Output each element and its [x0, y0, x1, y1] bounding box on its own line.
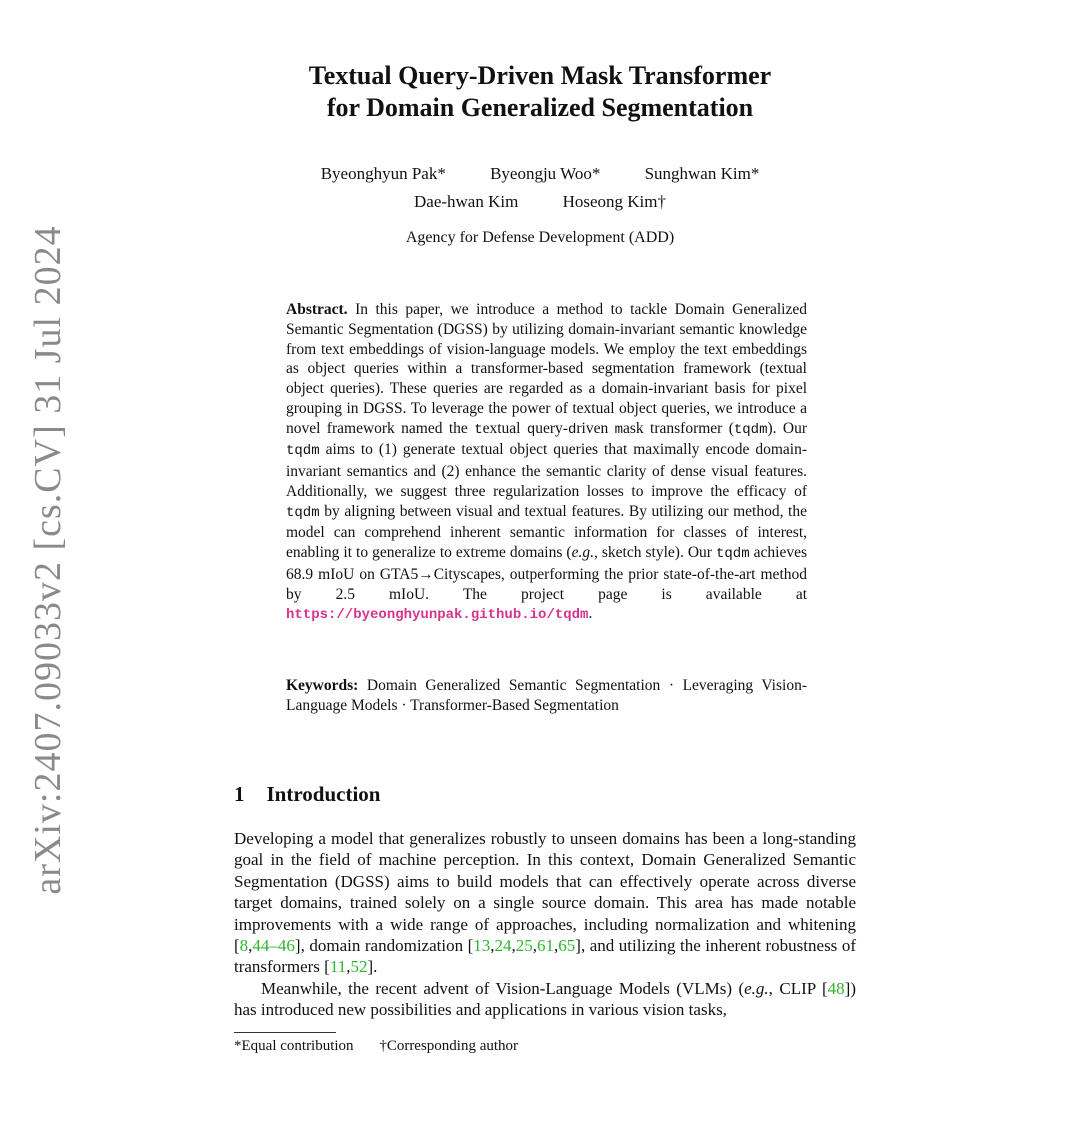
intro-text: ], domain randomization [ [294, 936, 474, 956]
citation-link[interactable]: 8 [239, 936, 249, 956]
citation-separator: , [248, 936, 253, 956]
section-heading [234, 782, 380, 807]
abstract-label: Abstract. [286, 301, 348, 318]
abstract-text-4: by aligning between visual and textual features. By utilizing our method, the model can comprehend inherent semantic information for classes of interest, enabling it to generalize to extreme domains ( [286, 502, 807, 561]
intro-eg: e.g. [744, 978, 769, 998]
tqdm-name: tqdm [286, 443, 320, 460]
intro-paragraph-1: Developing a model that generalizes robustly to unseen domains has been a long-standing goal in the field of machine perception. In this context, Domain Generalized Semantic Segmentation (DGSS) aims to build models that can effectively operate across diverse target domains, trained solely on a single source domain. This area has made notable improvements with a wide range of approaches, including normalization and whitening [8,44–46], domain randomization [13,24,25,61,65], and utilizing the inherent robustness of transformers [11,52]. [234, 829, 856, 977]
citation-link[interactable]: 11 [329, 957, 347, 977]
author-4: Dae-hwan Kim [414, 192, 519, 211]
abstract-eg: e.g. [571, 544, 594, 561]
citation-link[interactable]: 52 [350, 957, 368, 977]
tqdm-name: tqdm [716, 546, 750, 562]
footnote-rule [234, 1032, 336, 1033]
citation-link[interactable]: 61 [537, 936, 555, 956]
citation-link[interactable]: 48 [827, 978, 845, 998]
author-1: Byeonghyun Pak* [320, 164, 446, 183]
intro-text: Meanwhile, the recent advent of Vision-Language Models (VLMs) ( [261, 978, 745, 998]
abstract-text-5: , sketch style). Our [593, 544, 716, 561]
author-2: Byeongju Woo* [490, 164, 601, 183]
intro-paragraph-2 [234, 978, 856, 1021]
tqdm-name: tqdm [286, 504, 320, 521]
abstract-end: . [588, 605, 593, 623]
introduction-body [234, 828, 856, 1021]
abstract-name-t: t [474, 421, 483, 438]
abstract-text-3: aims to (1) generate textual object queries that maximally encode domain-invariant semantics and (2) enhance the semantic clarity of dense visual features. Additionally, we suggest three regularization losses to improve the efficacy of [286, 441, 807, 500]
keywords [286, 676, 807, 716]
title-line-1: Textual Query-Driven Mask Transformer [308, 61, 772, 90]
abstract-text-1: In this paper, we introduce a method to tackle Domain Generalized Semantic Segmentation (DGSS) by utilizing domain-invariant semantic knowledge from text embeddings of vision-language models. We employ the text embeddings as object queries within a transformer-based segmentation framework (textual object queries). These queries are regarded as a domain-invariant basis for pixel grouping in DGSS. To leverage the power of textual object queries, we introduce a novel framework named the [286, 301, 807, 437]
author-list [0, 160, 1080, 216]
author-3: Sunghwan Kim* [644, 164, 760, 183]
citation-link[interactable]: 24 [494, 936, 512, 956]
footnote-equal-contribution: *Equal contribution [234, 1038, 354, 1054]
abstract-name-uery: uery- [535, 419, 568, 437]
citation-link[interactable]: 44–46 [252, 936, 295, 956]
intro-text: ]. [367, 957, 378, 977]
abstract-name-ask: ask transformer ( [623, 419, 734, 437]
keywords-label: Keywords: [286, 677, 359, 694]
abstract-name-d: d [567, 421, 577, 438]
author-5: Hoseong Kim† [562, 192, 666, 211]
citation-link[interactable]: 65 [558, 936, 576, 956]
abstract-name-q: q [526, 421, 536, 438]
tqdm-name: tqdm [733, 421, 768, 438]
footnote-corresponding-author: †Corresponding author [379, 1038, 519, 1054]
citation-link[interactable]: 13 [473, 936, 491, 956]
abstract-text-6: achieves 68.9 mIoU on GTA5→Cityscapes, outperforming the prior state-of-the-art method by 2.5 mIoU. The project page is available at [286, 544, 807, 603]
abstract-name-extual: extual [482, 419, 527, 437]
abstract [286, 300, 807, 626]
title-line-2: for Domain Generalized Segmentation [326, 93, 754, 122]
section-number: 1 [234, 782, 245, 806]
intro-text: ], and utilizing the inherent robustness of transformers [ [234, 936, 856, 977]
footnotes [234, 1038, 540, 1055]
project-page-link[interactable]: https://byeonghyunpak.github.io/tqdm [286, 607, 589, 624]
section-title: Introduction [266, 782, 381, 806]
intro-text: Developing a model that generalizes robustly to unseen domains has been a long-standing goal in the field of machine perception. In this context, Domain Generalized Semantic Segmentation (DGSS) aims to build models that can effectively operate across diverse target domains, trained solely on a single source domain. This area has made notable improvements with a wide range of approaches, including normalization and whitening [ [234, 829, 856, 956]
arxiv-identifier [27, 225, 69, 895]
paper-title [0, 60, 1080, 124]
arxiv-id-text: arXiv:2407.09033v2 [cs.CV] 31 Jul 2024 [27, 225, 69, 895]
intro-text: ]) has introduced new possibilities and applications in various vision tasks, [234, 978, 856, 1020]
citation-link[interactable]: 25 [515, 936, 533, 956]
abstract-name-m: m [614, 421, 623, 438]
abstract-name-riven: riven [576, 419, 615, 437]
abstract-text-2: ). Our [767, 419, 807, 437]
affiliation: Agency for Defense Development (ADD) [405, 229, 675, 246]
keywords-text: Domain Generalized Semantic Segmentation · Leveraging Vision-Language Models · Transformer-Based Segmentation [286, 677, 807, 714]
intro-text: , CLIP [ [768, 978, 828, 998]
